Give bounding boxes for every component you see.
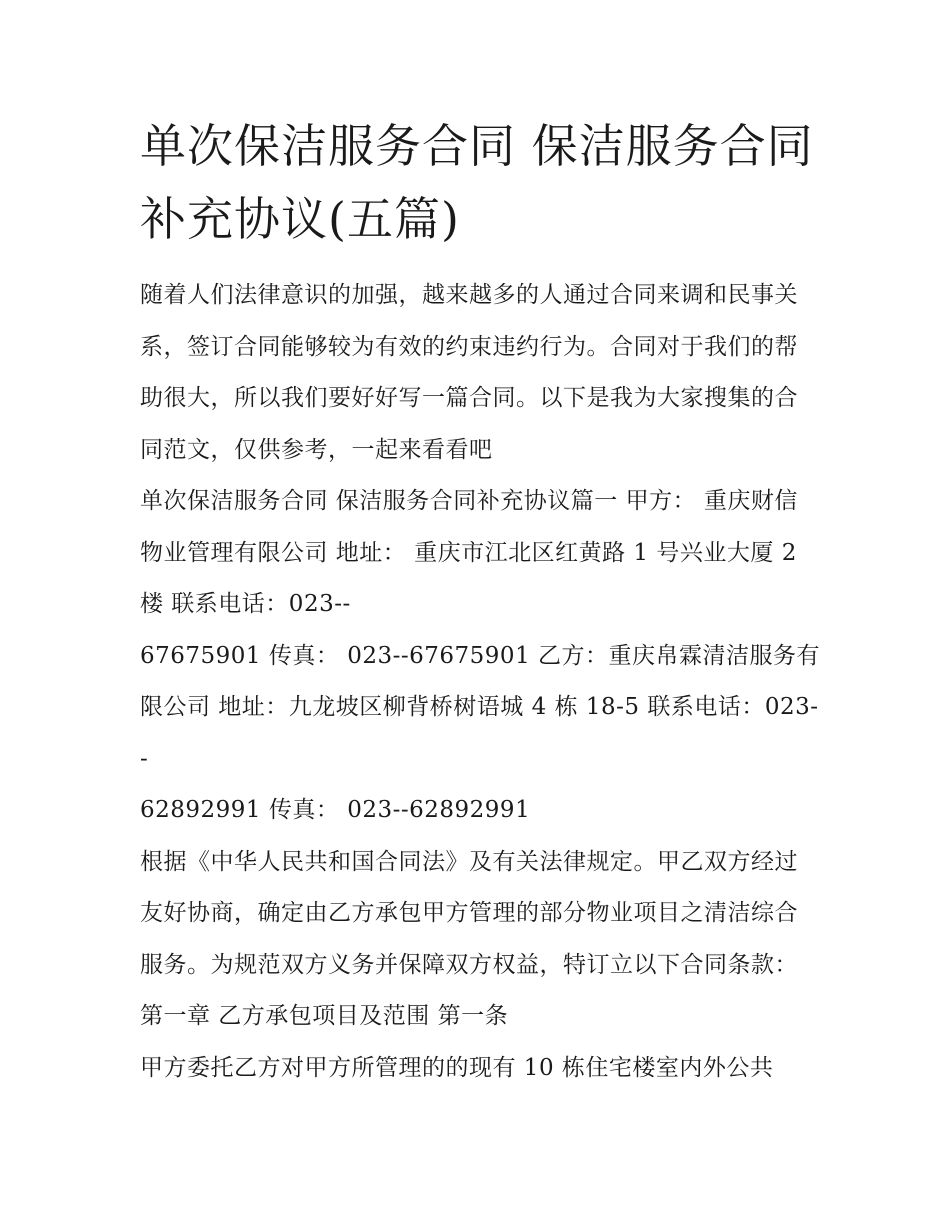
party-a-paragraph: 单次保洁服务合同 保洁服务合同补充协议篇一 甲方： 重庆财信物业管理有限公司 地址： 重庆市江北区红黄路 1 号兴业大厦 2 楼 联系电话：023-- bbox=[140, 488, 798, 617]
party-b-paragraph: 67675901 传真： 023--67675901 乙方：重庆帛霖清洁服务有限公司 地址：九龙坡区柳背桥树语城 4 栋 18-5 联系电话：023-- bbox=[140, 642, 821, 772]
document-title: 单次保洁服务合同 保洁服务合同补充协议(五篇) bbox=[140, 119, 814, 246]
fax-paragraph: 62892991 传真： 023--62892991 bbox=[140, 797, 531, 823]
chapter-heading: 第一章 乙方承包项目及范围 第一条 bbox=[140, 1003, 509, 1029]
legal-basis-paragraph: 根据《中华人民共和国合同法》及有关法律规定。甲乙双方经过友好协商，确定由乙方承包甲方管理的部分物业项目之清洁综合服务。为规范双方义务并保障双方权益，特订立以下合同条款： bbox=[140, 848, 798, 978]
intro-paragraph: 随着人们法律意识的加强，越来越多的人通过合同来调和民事关系，签订合同能够较为有效的约束违约行为。合同对于我们的帮助很大，所以我们要好好写一篇合同。以下是我为大家搜集的合同范文，仅供参考，一起来看看吧 bbox=[140, 282, 798, 463]
article-paragraph: 甲方委托乙方对甲方所管理的的现有 10 栋住宅楼室内外公共 bbox=[140, 1054, 774, 1081]
document-page bbox=[140, 110, 820, 1094]
